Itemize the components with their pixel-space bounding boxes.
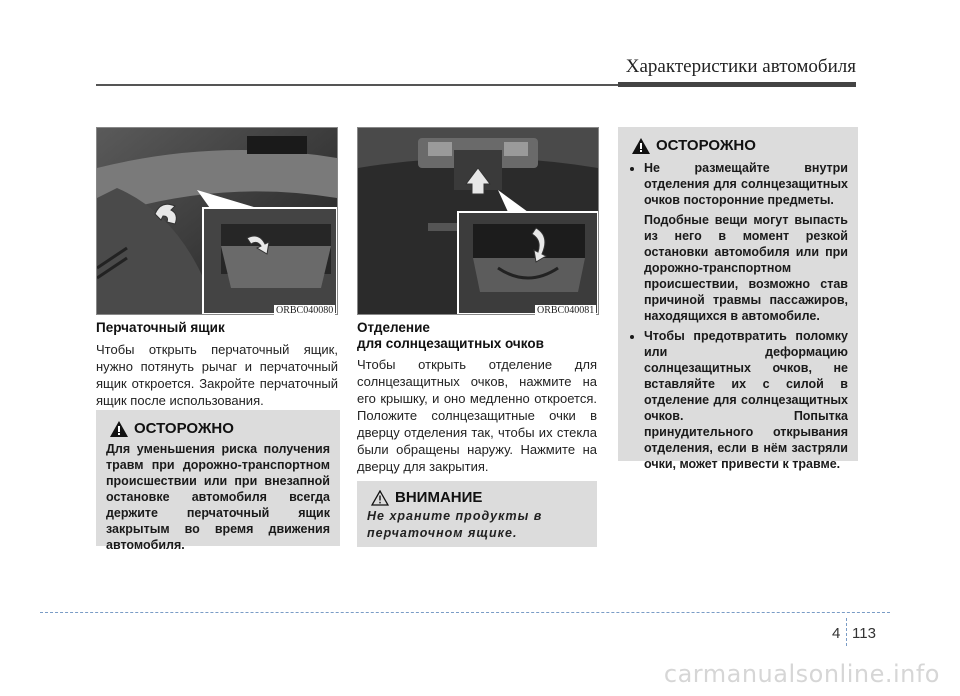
heading-line: Отделение	[357, 320, 430, 335]
caution-triangle-icon	[371, 490, 389, 506]
caution-box	[357, 481, 597, 547]
glove-box-body: Чтобы открыть перчаточный ящик, нужно потянуть рычаг и перчаточный ящик откроется. Закройте перчаточный ящик после использования.	[96, 342, 338, 408]
warning-title-text: ОСТОРОЖНО	[656, 137, 756, 154]
warning-item	[644, 328, 848, 472]
warning-title	[110, 420, 330, 437]
sunglass-holder-photo	[357, 127, 599, 315]
sunglass-holder-heading	[357, 320, 597, 352]
running-header: Характеристики автомобиля	[625, 56, 856, 77]
warning-title-text: ОСТОРОЖНО	[134, 420, 234, 437]
glove-box-illustration	[97, 128, 337, 314]
caution-title-text: ВНИМАНИЕ	[395, 489, 483, 506]
page-separator	[846, 618, 847, 646]
warning-triangle-icon	[110, 421, 128, 437]
page-number: 113	[852, 625, 876, 642]
warning-item	[644, 160, 848, 324]
caution-text: Не храните продукты в перчаточном ящике.	[367, 509, 543, 540]
watermark: carmanualsonline.info	[663, 660, 940, 688]
photo-code: ORBC040080	[276, 305, 334, 316]
chapter-number: 4	[832, 625, 841, 642]
warning-item-text: • Чтобы предотвратить поломку или деформацию солнцезащитных очков, не вставляйте их с силой в отделение для солнцезащитных очков. Попытка принудительного открывания отделения, если в нём застряли очки, может привести к травме.	[644, 329, 848, 471]
photo-code: ORBC040081	[537, 305, 595, 316]
sunglass-holder-illustration	[358, 128, 598, 314]
glove-box-photo	[96, 127, 338, 315]
sunglass-holder-body: Чтобы открыть отделение для солнцезащитных очков, нажмите на его крышку, и оно медленно откроется. Положите солнцезащитные очки в дверцу отделения так, чтобы их стекла были обращены наружу. Нажмите на дверцу для закрытия.	[357, 357, 597, 474]
caution-title	[371, 489, 587, 506]
warning-text: Для уменьшения риска получения травм при дорожно-транспортном происшествии или при внезапной остановке автомобиля всегда держите перчаточный ящик закрытым во время движения автомобиля.	[106, 442, 330, 552]
glove-box-warning	[96, 410, 340, 552]
sunglass-warning	[618, 127, 858, 471]
warning-item-text: • Не размещайте внутри отделения для солнцезащитных очков посторонние предметы.	[644, 161, 848, 207]
heading-line: для солнцезащитных очков	[357, 336, 544, 351]
warning-triangle-icon	[632, 138, 650, 154]
warning-list	[626, 160, 848, 472]
header-rule-accent	[618, 82, 856, 87]
warning-item-text: Подобные вещи могут выпасть из него в момент резкой остановки автомобиля или при дорожно-транспортном происшествии, возможно став причиной травмы пассажиров, находящихся в автомобиле.	[644, 213, 848, 323]
footer-rule	[40, 612, 890, 613]
warning-title	[632, 137, 848, 154]
glove-box-heading: Перчаточный ящик	[96, 320, 225, 335]
